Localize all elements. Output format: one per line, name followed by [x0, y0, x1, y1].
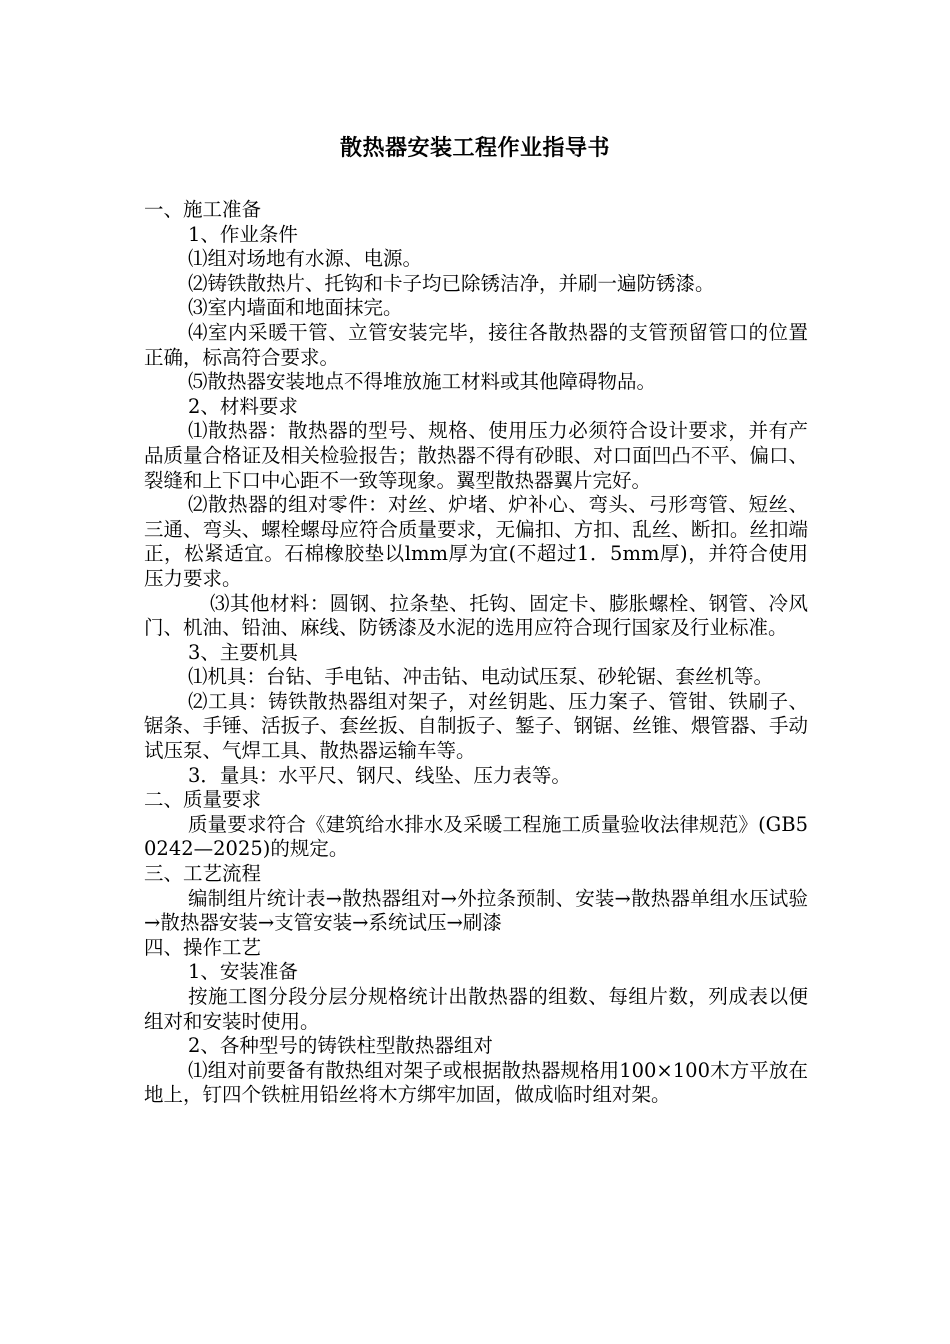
paragraph: ⑶其他材料：圆钢、拉条垫、托钩、固定卡、膨胀螺栓、钢管、冷风门、机油、铅油、麻线、防锈漆及水泥的选用应符合现行国家及行业标准。 [144, 591, 808, 640]
paragraph: ⑵工具：铸铁散热器组对架子，对丝钥匙、压力案子、管钳、铁刷子、锯条、手锤、活扳子、套丝扳、自制扳子、錾子、钢锯、丝锥、煨管器、手动试压泵、气焊工具、散热器运输车等。 [144, 689, 808, 763]
paragraph: 2、材料要求 [188, 394, 298, 418]
paragraph: ⑶室内墙面和地面抹完。 [188, 296, 403, 320]
section-heading: 四、操作工艺 [144, 935, 262, 959]
paragraph: ⑴组对前要备有散热组对架子或根据散热器规格用100×100木方平放在地上，钉四个铁桩用铅丝将木方绑牢加固，做成临时组对架。 [144, 1058, 808, 1107]
document-title: 散热器安装工程作业指导书 [339, 136, 610, 161]
paragraph: ⑷室内采暖干管、立管安装完毕，接往各散热器的支管预留管口的位置正确，标高符合要求。 [144, 320, 808, 369]
paragraph: 3．量具：水平尺、钢尺、线坠、压力表等。 [188, 763, 571, 787]
document-body [144, 198, 808, 1108]
paragraph: 1、安装准备 [188, 960, 298, 984]
section-heading: 一、施工准备 [144, 198, 262, 221]
paragraph: ⑵铸铁散热片、托钩和卡子均已除锈洁净，并刷一遍防锈漆。 [188, 271, 715, 295]
section-heading: 二、质量要求 [144, 788, 262, 812]
paragraph: ⑴组对场地有水源、电源。 [188, 247, 423, 271]
paragraph: 质量要求符合《建筑给水排水及采暖工程施工质量验收法律规范》(GB50242—2025)的规定。 [144, 812, 808, 861]
paragraph: 编制组片统计表→散热器组对→外拉条预制、安装→散热器单组水压试验→散热器安装→支管安装→系统试压→刷漆 [144, 886, 808, 935]
paragraph: 3、主要机具 [188, 640, 298, 664]
paragraph: ⑵散热器的组对零件：对丝、炉堵、炉补心、弯头、弓形弯管、短丝、三通、弯头、螺栓螺母应符合质量要求，无偏扣、方扣、乱丝、断扣。丝扣端正，松紧适宜。石棉橡胶垫以lmm厚为宜(不超过1．5mm厚)，并符合使用压力要求。 [144, 493, 808, 590]
paragraph: 1、作业条件 [188, 222, 298, 246]
section-heading: 三、工艺流程 [144, 862, 262, 886]
paragraph: 按施工图分段分层分规格统计出散热器的组数、每组片数，列成表以便组对和安装时使用。 [144, 985, 808, 1033]
paragraph: 2、各种型号的铸铁柱型散热器组对 [188, 1034, 493, 1058]
paragraph: ⑴机具：台钻、手电钻、冲击钻、电动试压泵、砂轮锯、套丝机等。 [188, 665, 774, 689]
paragraph: ⑴散热器：散热器的型号、规格、使用压力必须符合设计要求，并有产品质量合格证及相关检验报告；散热器不得有砂眼、对口面凹凸不平、偏口、裂缝和上下口中心距不一致等现象。翼型散热器翼片完好。 [144, 419, 808, 492]
paragraph: ⑸散热器安装地点不得堆放施工材料或其他障碍物品。 [188, 370, 657, 394]
